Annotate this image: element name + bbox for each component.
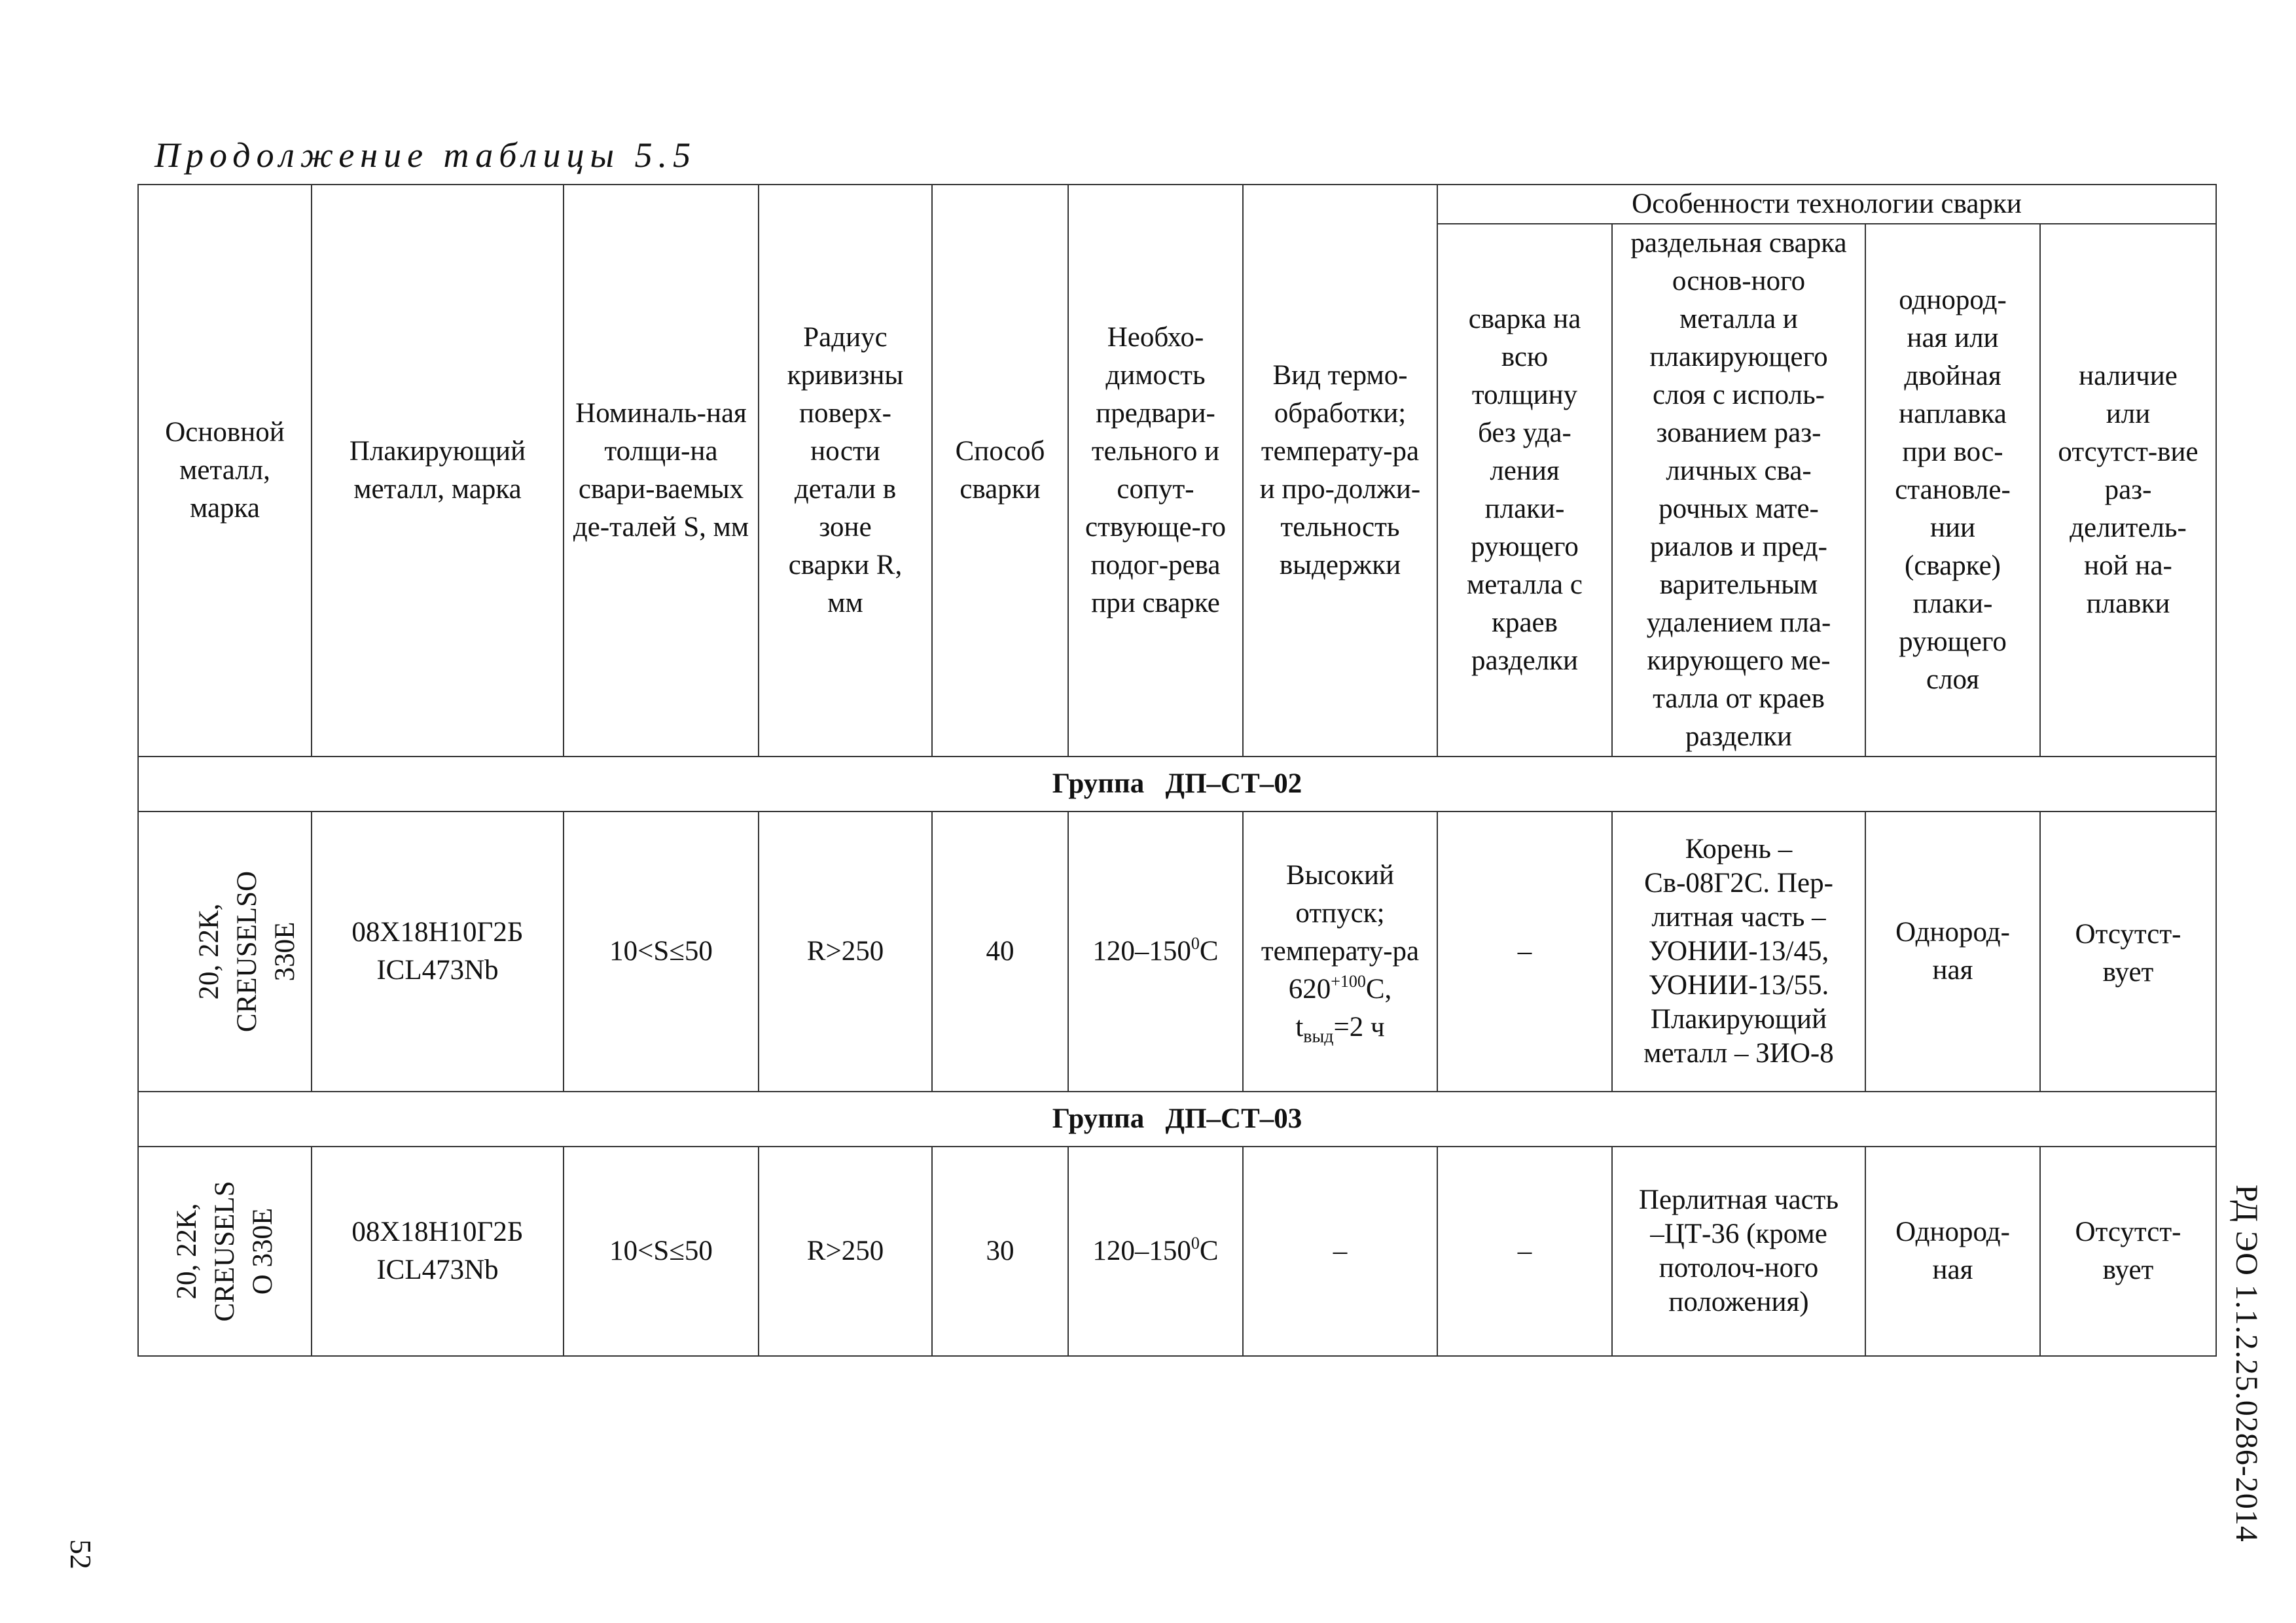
group-title: Группа ДП–СТ–03	[138, 1092, 2216, 1147]
clad-metal-cell: 08Х18Н10Г2Б ICL473Nb	[312, 1147, 564, 1356]
overlay-type-cell: Однород-ная	[1865, 812, 2040, 1092]
header-heat-treatment: Вид термо-обработки; температу-ра и про-должи-тельность выдержки	[1243, 185, 1437, 757]
separating-overlay-cell: Отсутст-вует	[2040, 812, 2216, 1092]
welding-table	[137, 184, 2217, 1357]
page-number: 52	[64, 1539, 98, 1569]
header-clad-metal: Плакирующий металл, марка	[312, 185, 564, 757]
method-cell: 30	[932, 1147, 1068, 1356]
header-thickness: Номиналь-ная толщи-на свари-ваемых де-талей S, мм	[564, 185, 759, 757]
group-title: Группа ДП–СТ–02	[138, 757, 2216, 812]
document-code: РД ЭО 1.1.2.25.0286-2014	[2229, 1185, 2264, 1543]
header-method: Способ сварки	[932, 185, 1068, 757]
separate-welding-cell: Корень – Св-08Г2С. Пер-литная часть – УОНИИ-13/45, УОНИИ-13/55. Плакирующий металл – ЗИО-8	[1612, 812, 1865, 1092]
thickness-cell: 10<S≤50	[564, 812, 759, 1092]
base-metal-cell: 20, 22К, CREUSELS O 330E	[138, 1147, 312, 1356]
group-row-dp-st-03	[138, 1092, 2216, 1147]
overlay-type-cell: Однород-ная	[1865, 1147, 2040, 1356]
header-separating-overlay: наличие или отсутст-вие раз-делитель-ной на-плавки	[2040, 224, 2216, 757]
base-metal-cell: 20, 22К, CREUSELSO 330E	[138, 812, 312, 1092]
header-row-1	[138, 185, 2216, 224]
table-row	[138, 812, 2216, 1092]
header-preheat: Необхо-димость предвари-тельного и сопут-ствующе-го подог-рева при сварке	[1068, 185, 1243, 757]
header-separate-welding: раздельная сварка основ-ного металла и плакирующего слоя с исполь-зованием раз-личных сва-рочных мате-риалов и пред-варительным удалением пла-кирующего ме-талла от краев разделки	[1612, 224, 1865, 757]
method-cell: 40	[932, 812, 1068, 1092]
heat-treatment-cell: Высокий отпуск; температу-ра $620^{+100}С$, $t_{выд}=2$ ч	[1243, 812, 1437, 1092]
full-thickness-cell: –	[1437, 812, 1612, 1092]
separate-welding-cell: Перлитная часть –ЦТ-36 (кроме потолоч-ного положения)	[1612, 1147, 1865, 1356]
header-features-group: Особенности технологии сварки	[1437, 185, 2216, 224]
header-overlay-type: однород-ная или двойная наплавка при вос-становле-нии (сварке) плаки-рующего слоя	[1865, 224, 2040, 757]
clad-metal-cell: 08Х18Н10Г2Б ICL473Nb	[312, 812, 564, 1092]
full-thickness-cell: –	[1437, 1147, 1612, 1356]
radius-cell: R>250	[759, 812, 932, 1092]
table-row	[138, 1147, 2216, 1356]
thickness-cell: 10<S≤50	[564, 1147, 759, 1356]
header-radius: Радиус кривизны поверх-ности детали в зоне сварки R, мм	[759, 185, 932, 757]
table-caption: Продолжение таблицы 5.5	[154, 135, 697, 175]
preheat-cell: $120-150^0C$	[1068, 1147, 1243, 1356]
radius-cell: R>250	[759, 1147, 932, 1356]
separating-overlay-cell: Отсутст-вует	[2040, 1147, 2216, 1356]
heat-treatment-cell: –	[1243, 1147, 1437, 1356]
group-row-dp-st-02	[138, 757, 2216, 812]
preheat-cell: $120-150^0C$	[1068, 812, 1243, 1092]
header-full-thickness: сварка на всю толщину без уда-ления плаки-рующего металла с краев разделки	[1437, 224, 1612, 757]
header-base-metal: Основной металл, марка	[138, 185, 312, 757]
